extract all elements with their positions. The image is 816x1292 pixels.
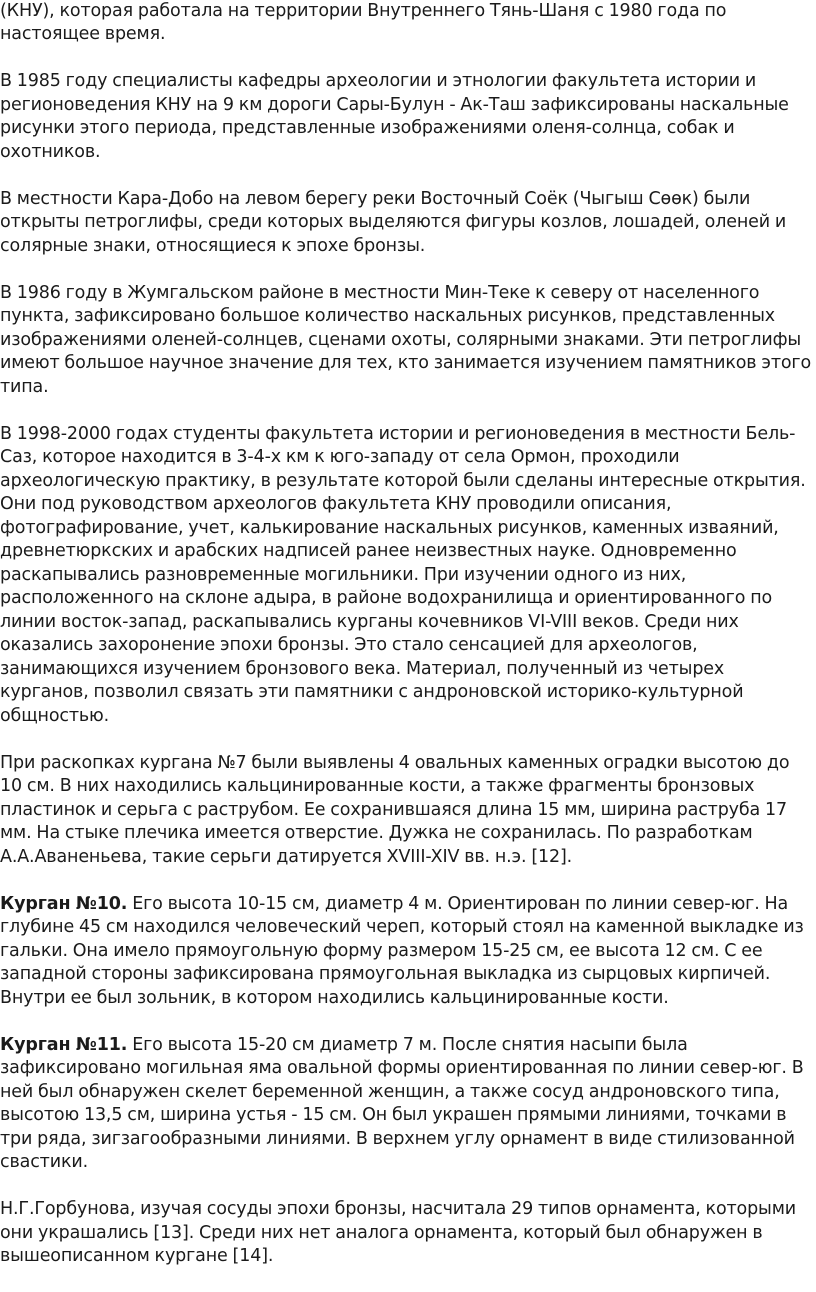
paragraph-1998-bel-saz [0,423,814,729]
paragraph-text: (КНУ), которая работала на территории Внутреннего Тянь-Шаня с 1980 года по настоящее время. [0,0,727,44]
paragraph-text: При раскопках кургана №7 были выявлены 4 овальных каменных оградки высотою до 10 см. В них находились кальцинированные кости, а также фрагменты бронзовых пластинок и серьга с раструбом. Ее сохранившаяся длина 15 мм, ширина раструба 17 мм. На стыке плечика имеется отверстие. Дужка не сохранилась. По разработкам А.А.Аваненьева, такие серьги датируется XVIII-XIV вв. н.э. [12]. [0,752,790,867]
paragraph-kurgan-11 [0,1034,814,1175]
paragraph-intro-continuation [0,0,814,47]
paragraph-text: В местности Кара-Добо на левом берегу реки Восточный Соёк (Чыгыш Сөөк) были открыты петроглифы, среди которых выделяются фигуры козлов, лошадей, оленей и солярные знаки, относящиеся к эпохе бронзы. [0,188,787,256]
paragraph-text: В 1986 году в Жумгальском районе в местности Мин-Теке к северу от населенного пункта, зафиксировано большое количество наскальных рисунков, представленных изображениями оленей-солнцев, сценами охоты, солярными знаками. Эти петроглифы имеют большое научное значение для тех, кто занимается изучением памятников этого типа. [0,282,812,397]
kurgan-10-heading: Курган №10. [0,893,128,914]
paragraph-text: Н.Г.Горбунова, изучая сосуды эпохи бронзы, насчитала 29 типов орнамента, которыми они украшались [13]. Среди них нет аналога орнамента, который был обнаружен в вышеописанном кургане [14]. [0,1199,796,1266]
paragraph-kurgan-7 [0,752,814,870]
paragraph-gorbunova [0,1198,814,1269]
paragraph-text: Его высота 10-15 см, диаметр 4 м. Ориентирован по линии север-юг. На глубине 45 см находился человеческий череп, который стоял на каменной выкладке из гальки. Она имело прямоугольную форму размером 15-25 см, ее высота 12 см. С ее западной стороны зафиксирована прямоугольная выкладка из сырцовых кирпичей. Внутри ее был зольник, в котором находились кальцинированные кости. [0,893,804,1008]
kurgan-11-heading: Курган №11. [0,1034,128,1055]
paragraph-text: В 1985 году специалисты кафедры археологии и этнологии факультета истории и регионоведения КНУ на 9 км дороги Сары-Булун - Ак-Таш зафиксированы наскальные рисунки этого периода, представленные изображениями оленя-солнца, собак и охотников. [0,71,789,162]
paragraph-kurgan-10 [0,893,814,1011]
paragraph-1985-petroglyphs [0,70,814,164]
paragraph-1986-min-teke [0,282,814,400]
paragraph-text: В 1998-2000 годах студенты факультета истории и регионоведения в местности Бель-Саз, которое находится в 3-4-х км к юго-западу от села Ормон, проходили археологическую практику, в результате которой были сделаны интересные открытия. Они под руководством археологов факультета КНУ проводили описания, фотографирование, учет, калькирование наскальных рисунков, каменных изваяний, древнетюркских и арабских надписей ранее неизвестных науке. Одновременно раскапывались разновременные могильники. При изучении одного из них, расположенного на склоне адыра, в районе водохранилища и ориентированного по линии восток-запад, раскапывались курганы кочевников VI-VIII веков. Среди них оказались захоронение эпохи бронзы. Это стало сенсацией для археологов, занимающихся изучением бронзового века. Материал, полученный из четырех курганов, позволил связать эти памятники с андроновской историко-культурной общностью. [0,423,806,726]
paragraph-text: Его высота 15-20 см диаметр 7 м. После снятия насыпи была зафиксировано могильная яма овальной формы ориентированная по линии север-юг. В ней был обнаружен скелет беременной женщин, а также сосуд андроновского типа, высотою 13,5 см, ширина устья - 15 см. Он был украшен прямыми линиями, точками в три ряда, зигзагообразными линиями. В верхнем углу орнамент в виде стилизованной свастики. [0,1034,804,1172]
paragraph-kara-dobo [0,188,814,259]
